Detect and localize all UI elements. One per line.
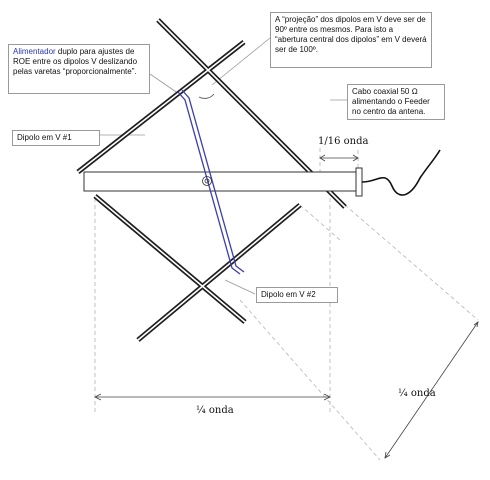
dim-quarter-bottom-label: ¼ onda: [196, 405, 234, 416]
dimension-lines: [95, 148, 478, 460]
coax-note: Cabo coaxial 50 Ω alimentando o Feeder no centro da antena.: [352, 87, 430, 116]
coax-callout: [347, 84, 445, 120]
coax-connector: [356, 168, 362, 196]
dimension-arrows: [95, 155, 478, 458]
feeder-note: duplo para ajustes de ROE entre os dipolos V deslizando pelas varetas “proporcionalmente”.: [13, 47, 138, 76]
projection-callout: [270, 12, 432, 68]
coax-cable: [362, 150, 440, 195]
dipole2-label: Dipolo em V #2: [261, 290, 316, 299]
projection-note: A “projeção” dos dipolos em V deve ser de 90º entre os mesmos. Para isto a “abertura central dos dipolos” em V deverá ser de 100º.: [275, 15, 427, 54]
dipole1-callout: [12, 130, 100, 146]
feeder-callout: [8, 44, 150, 94]
boom: [84, 172, 356, 191]
dim-quarter-diag-label: ¼ onda: [398, 388, 436, 399]
angle-arc: [199, 94, 214, 98]
dipole1-label: Dipolo em V #1: [17, 133, 72, 142]
dim-sixteenth-label: 1/16 onda: [318, 136, 369, 147]
feeder-highlight: Alimentador: [13, 47, 56, 56]
dipole2-callout: [256, 287, 338, 303]
